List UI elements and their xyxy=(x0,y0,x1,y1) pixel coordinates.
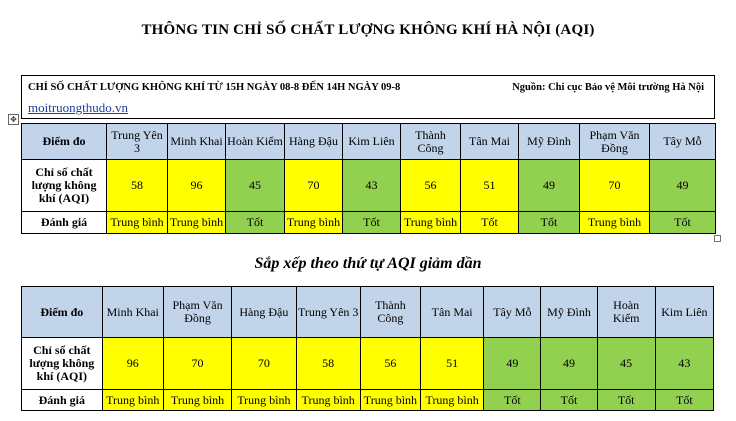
rating-row xyxy=(22,212,716,234)
rating-cell: Trung bình xyxy=(296,390,360,411)
station-name-cell: Tây Mỗ xyxy=(650,124,716,160)
rating-cell: Trung bình xyxy=(107,212,168,234)
rating-row xyxy=(22,390,714,411)
rating-cell: Trung bình xyxy=(285,212,343,234)
rating-cell: Tốt xyxy=(343,212,401,234)
aqi-value-cell: 49 xyxy=(541,338,597,390)
aqi-value-cell: 70 xyxy=(285,160,343,212)
aqi-value-cell: 96 xyxy=(168,160,226,212)
table-move-handle-icon[interactable]: ✥ xyxy=(8,114,19,125)
station-name-cell: Kim Liên xyxy=(343,124,401,160)
rating-cell: Tốt xyxy=(519,212,580,234)
website-link[interactable]: moitruongthudo.vn xyxy=(28,100,129,115)
table-resize-handle[interactable] xyxy=(714,235,721,242)
station-name-cell: Kim Liên xyxy=(655,287,713,338)
station-row xyxy=(22,124,716,160)
station-name-cell: Trung Yên 3 xyxy=(107,124,168,160)
aqi-value-cell: 56 xyxy=(360,338,420,390)
aqi-value-cell: 45 xyxy=(226,160,285,212)
station-name-cell: Phạm Văn Đồng xyxy=(580,124,650,160)
rating-cell: Trung bình xyxy=(102,390,163,411)
rating-cell: Trung bình xyxy=(168,212,226,234)
sorted-aqi-table xyxy=(21,286,714,411)
aqi-value-cell: 70 xyxy=(163,338,231,390)
station-name-cell: Tây Mỗ xyxy=(484,287,541,338)
rating-cell: Trung bình xyxy=(580,212,650,234)
aqi-row-label: Chỉ số chất lượng không khí (AQI) xyxy=(22,160,107,212)
station-name-cell: Hoàn Kiếm xyxy=(226,124,285,160)
rating-cell: Tốt xyxy=(484,390,541,411)
aqi-value-cell: 58 xyxy=(296,338,360,390)
station-row-label: Điểm đo xyxy=(22,287,103,338)
aqi-value-cell: 58 xyxy=(107,160,168,212)
station-name-cell: Hoàn Kiếm xyxy=(597,287,655,338)
aqi-value-cell: 49 xyxy=(650,160,716,212)
aqi-value-cell: 96 xyxy=(102,338,163,390)
station-name-cell: Tân Mai xyxy=(421,287,484,338)
station-name-cell: Thành Công xyxy=(360,287,420,338)
rating-cell: Trung bình xyxy=(232,390,296,411)
aqi-value-cell: 45 xyxy=(597,338,655,390)
sorted-section-title: Sắp xếp theo thứ tự AQI giảm dần xyxy=(254,255,482,272)
aqi-value-cell: 70 xyxy=(580,160,650,212)
aqi-value-cell: 49 xyxy=(519,160,580,212)
aqi-value-cell: 43 xyxy=(655,338,713,390)
station-name-cell: Mỹ Đình xyxy=(541,287,597,338)
page-title: THÔNG TIN CHỈ SỐ CHẤT LƯỢNG KHÔNG KHÍ HÀ NỘI (AQI) xyxy=(141,22,595,38)
aqi-row-label: Chỉ số chất lượng không khí (AQI) xyxy=(22,338,103,390)
rating-cell: Tốt xyxy=(226,212,285,234)
measurement-period: CHỈ SỐ CHẤT LƯỢNG KHÔNG KHÍ TỪ 15H NGÀY 08-8 ĐẾN 14H NGÀY 09-8 xyxy=(28,82,401,93)
aqi-value-cell: 49 xyxy=(484,338,541,390)
rating-cell: Trung bình xyxy=(163,390,231,411)
station-name-cell: Mỹ Đình xyxy=(519,124,580,160)
rating-cell: Tốt xyxy=(597,390,655,411)
aqi-value-cell: 56 xyxy=(401,160,461,212)
rating-cell: Tốt xyxy=(541,390,597,411)
station-name-cell: Minh Khai xyxy=(102,287,163,338)
aqi-row xyxy=(22,160,716,212)
aqi-value-cell: 51 xyxy=(461,160,519,212)
station-name-cell: Hàng Đậu xyxy=(285,124,343,160)
rating-cell: Trung bình xyxy=(421,390,484,411)
aqi-value-cell: 43 xyxy=(343,160,401,212)
rating-cell: Trung bình xyxy=(360,390,420,411)
rating-row-label: Đánh giá xyxy=(22,212,107,234)
station-name-cell: Tân Mai xyxy=(461,124,519,160)
rating-cell: Trung bình xyxy=(401,212,461,234)
aqi-value-cell: 70 xyxy=(232,338,296,390)
station-row-label: Điểm đo xyxy=(22,124,107,160)
rating-row-label: Đánh giá xyxy=(22,390,103,411)
station-row xyxy=(22,287,714,338)
rating-cell: Tốt xyxy=(655,390,713,411)
data-source: Nguồn: Chi cục Bảo vệ Môi trường Hà Nội xyxy=(512,82,704,93)
aqi-value-cell: 51 xyxy=(421,338,484,390)
station-name-cell: Minh Khai xyxy=(168,124,226,160)
rating-cell: Tốt xyxy=(650,212,716,234)
station-name-cell: Trung Yên 3 xyxy=(296,287,360,338)
station-name-cell: Phạm Văn Đồng xyxy=(163,287,231,338)
rating-cell: Tốt xyxy=(461,212,519,234)
station-name-cell: Hàng Đậu xyxy=(232,287,296,338)
station-name-cell: Thành Công xyxy=(401,124,461,160)
info-box xyxy=(21,75,715,119)
aqi-table xyxy=(21,123,716,234)
aqi-row xyxy=(22,338,714,390)
